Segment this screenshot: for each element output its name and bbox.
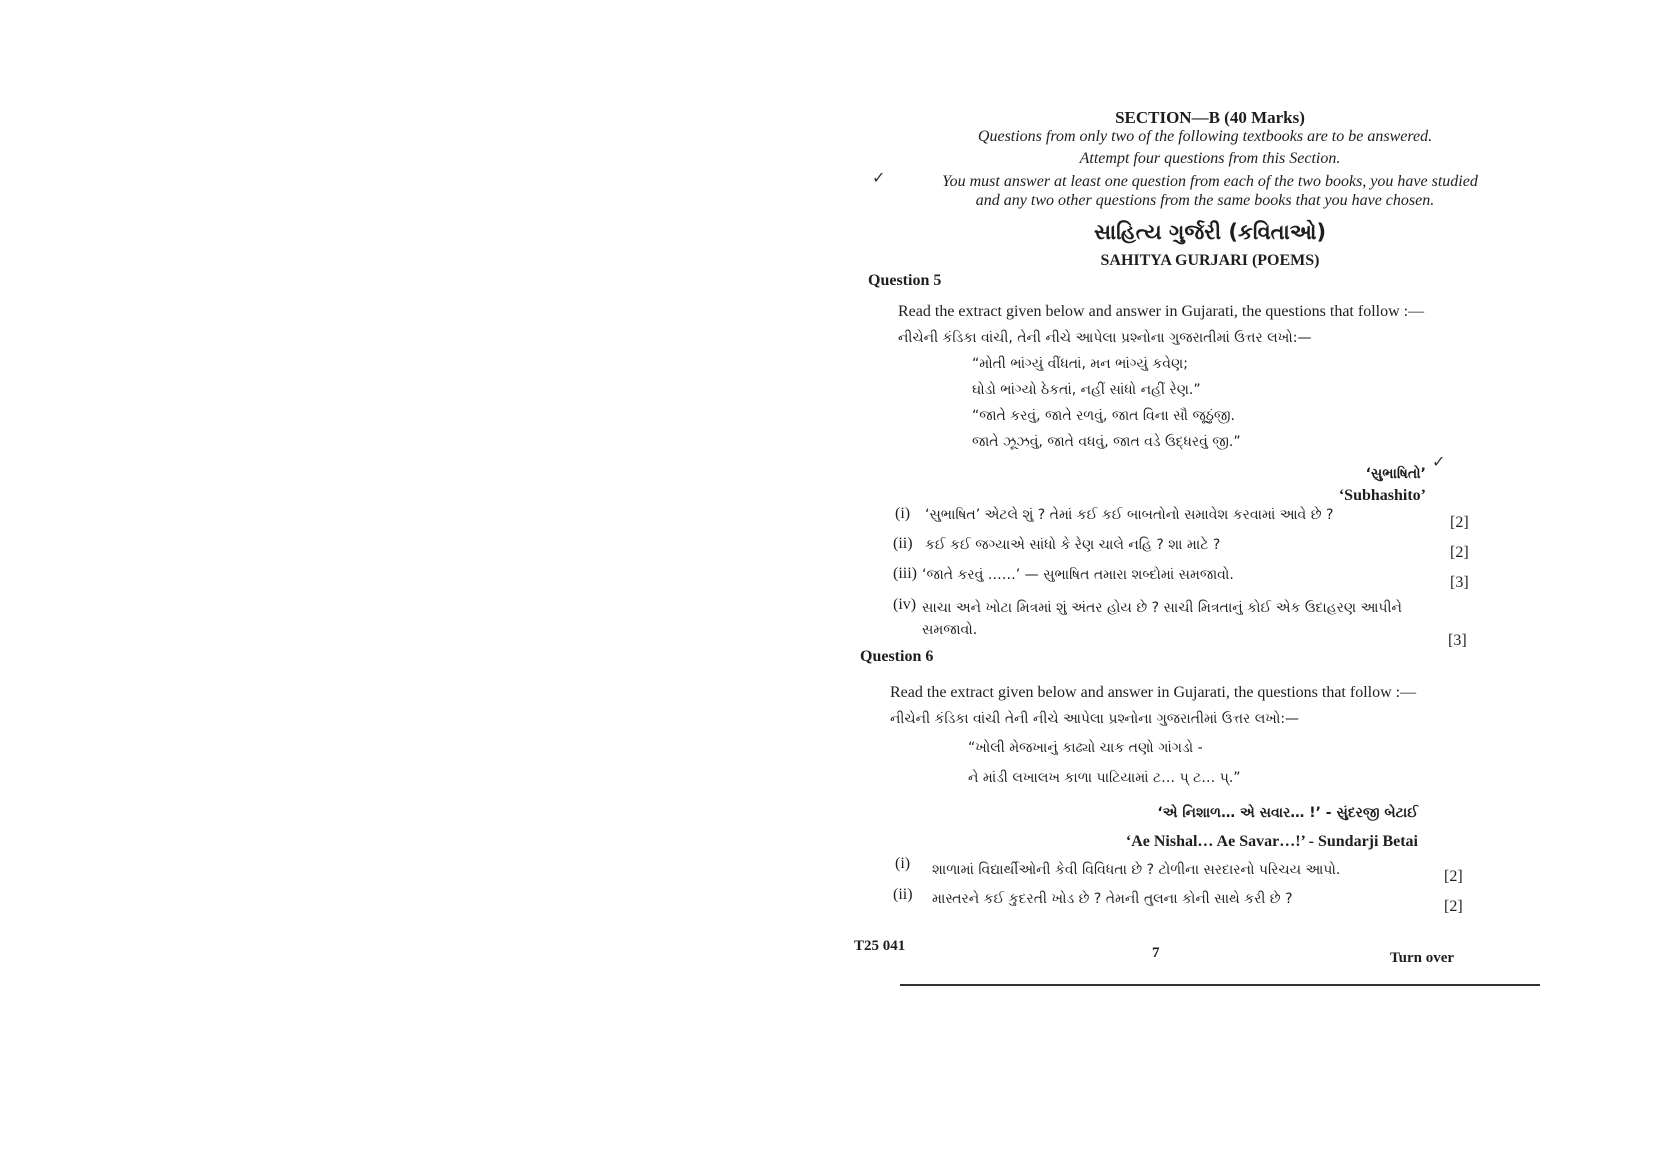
q6-item-text: શાળામાં વિદ્યાર્થીઓની કેવી વિવિધતા છે ? ટોળીના સરદારનો પરિચય આપો. — [932, 862, 1341, 878]
q5-item-marks: [2] — [1450, 544, 1469, 561]
q5-instruction-gujarati: નીચેની કંડિકા વાંચી, તેની નીચે આપેલા પ્રશ્નોના ગુજરાતીમાં ઉત્તર લખો:— — [898, 330, 1312, 346]
question-5-heading: Question 5 — [868, 272, 942, 289]
instruction-line-2: Attempt four questions from this Section. — [1079, 150, 1341, 167]
q6-item-number: (ii) — [893, 886, 913, 903]
q5-item-number: (iv) — [893, 596, 917, 613]
q6-source-english: ‘Ae Nishal… Ae Savar…!’ - Sundarji Betai — [1125, 833, 1418, 850]
q6-verse-line-2: ને માંડી લખાલખ કાળા પાટિયામાં ટ… પ્ ટ… પ્.” — [968, 770, 1241, 786]
q6-item-marks: [2] — [1444, 868, 1463, 885]
book-title-gujarati: સાહિત્ય ગુર્જરી (કવિતાઓ) — [1093, 220, 1327, 244]
q5-item-marks: [3] — [1448, 632, 1467, 649]
turn-over: Turn over — [1390, 950, 1455, 966]
q5-item-marks: [3] — [1450, 574, 1469, 591]
book-title-english: SAHITYA GURJARI (POEMS) — [1100, 252, 1320, 269]
section-title: SECTION—B (40 Marks) — [1115, 108, 1305, 127]
instruction-line-3: You must answer at least one question from each of the two books, you have studied — [942, 173, 1478, 190]
q5-verse-line-1: “મોતી ભાંગ્યું વીંધતાં, મન ભાંગ્યું કવેણ; — [972, 356, 1188, 372]
q5-item-text: ‘સુભાષિત’ એટલે શું ? તેમાં કઈ કઈ બાબતોનો સમાવેશ કરવામાં આવે છે ? — [925, 507, 1334, 523]
footer-rule — [900, 984, 1540, 986]
q5-instruction-english: Read the extract given below and answer in Gujarati, the questions that follow :— — [898, 303, 1425, 320]
q6-item-number: (i) — [895, 855, 911, 872]
q6-verse-line-1: “ખોલી મેજખાનું કાઢ્યો ચાક તણો ગાંગડો - — [968, 740, 1203, 756]
instruction-line-1: Questions from only two of the following textbooks are to be answered. — [977, 128, 1433, 145]
paper-code: T25 041 — [854, 938, 906, 954]
q5-verse-line-2: ઘોડો ભાંગ્યો ઠેકતાં, નહીં સાંધો નહીં રેણ.” — [972, 382, 1201, 398]
q5-item-text: કઈ કઈ જગ્યાએ સાંધો કે રેણ ચાલે નહિ ? શા માટે ? — [925, 537, 1221, 553]
q5-item-number: (iii) — [893, 565, 917, 582]
q5-item-number: (i) — [895, 505, 911, 522]
q5-item-text: સાચા અને ખોટા મિત્રમાં શું અંતર હોય છે ? સાચી મિત્રતાનું કોઈ એક ઉદાહરણ આપીને — [922, 600, 1402, 616]
question-6-heading: Question 6 — [860, 648, 934, 665]
instruction-line-4: and any two other questions from the same books that you have chosen. — [975, 192, 1435, 209]
page-number: 7 — [1152, 945, 1160, 961]
q6-item-text: માસ્તરને કઈ કુદરતી ખોડ છે ? તેમની તુલના કોની સાથે કરી છે ? — [932, 891, 1293, 907]
q6-source-gujarati: ‘એ નિશાળ… એ સવાર… !’ - સુંદરજી બેટાઈ — [1157, 805, 1418, 821]
checkmark-icon: ✓ — [872, 168, 886, 187]
q5-item-text-continued: સમજાવો. — [922, 622, 978, 638]
q5-source-gujarati: ‘સુભાષિતો’ — [1365, 466, 1426, 482]
q6-item-marks: [2] — [1444, 898, 1463, 915]
q5-verse-line-4: જાતે ઝૂઝવું, જાતે વધવું, જાત વડે ઉદ્ધરવું જી.” — [972, 434, 1241, 450]
checkmark-icon: ✓ — [1432, 452, 1446, 471]
q5-item-text: ‘જાતે કરવું ……’ — સુભાષિત તમારા શબ્દોમાં સમજાવો. — [922, 567, 1234, 583]
q5-verse-line-3: “જાતે કરવું, જાતે રળવું, જાત વિના સૌ જૂઠુંજી. — [972, 408, 1235, 424]
q5-source-english: ‘Subhashito’ — [1338, 487, 1426, 504]
q5-item-marks: [2] — [1450, 514, 1469, 531]
q6-instruction-english: Read the extract given below and answer in Gujarati, the questions that follow :— — [890, 684, 1417, 701]
q5-item-number: (ii) — [893, 535, 913, 552]
q6-instruction-gujarati: નીચેની કંડિકા વાંચી તેની નીચે આપેલા પ્રશ્નોના ગુજરાતીમાં ઉત્તર લખો:— — [890, 711, 1300, 727]
